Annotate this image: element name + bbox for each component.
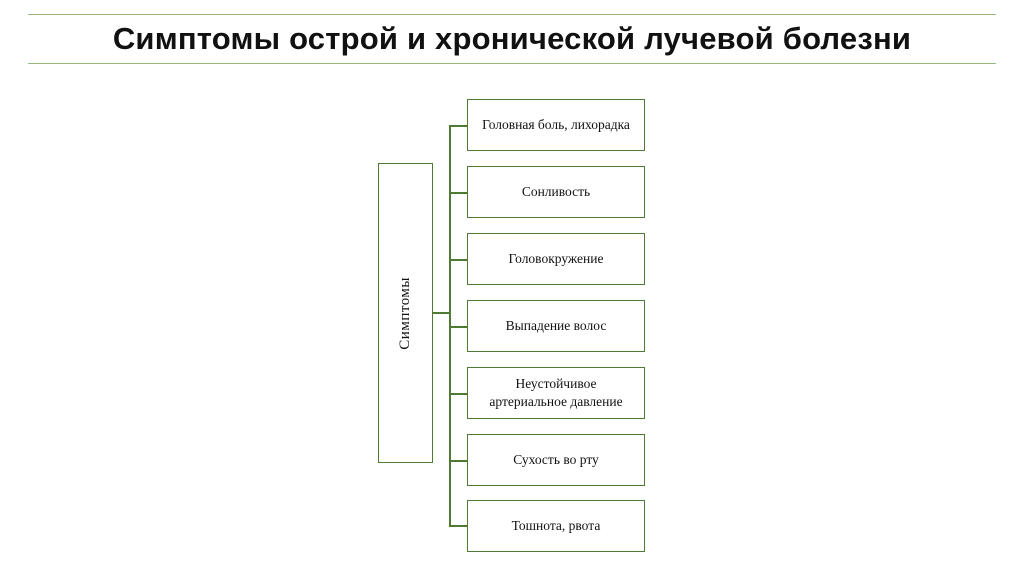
connector-leaf-3 <box>449 259 467 261</box>
diagram-leaf-label: Тошнота, рвота <box>511 517 601 533</box>
slide-title-band <box>28 14 996 64</box>
connector-leaf-7 <box>449 525 467 527</box>
connector-leaf-2 <box>449 192 467 194</box>
diagram-leaf-node[interactable] <box>467 99 645 151</box>
diagram-leaf-label: Головокружение <box>508 250 604 266</box>
diagram-leaf-label: Сонливость <box>521 183 591 199</box>
connector-leaf-5 <box>449 393 467 395</box>
diagram-leaf-node[interactable] <box>467 166 645 218</box>
diagram-root-node[interactable] <box>378 163 433 463</box>
diagram-root-label: Симптомы <box>397 276 413 350</box>
diagram-leaf-node[interactable] <box>467 300 645 352</box>
diagram-leaf-label: Выпадение волос <box>505 317 607 333</box>
connector-leaf-4 <box>449 326 467 328</box>
diagram-leaf-node[interactable] <box>467 500 645 552</box>
page-title: Симптомы острой и хронической лучевой болезни <box>112 21 912 56</box>
diagram-leaf-label: Головная боль, лихорадка <box>482 116 630 132</box>
connector-leaf-1 <box>449 125 467 127</box>
diagram-leaf-node[interactable] <box>467 367 645 419</box>
symptoms-diagram <box>0 64 1024 574</box>
connector-trunk <box>449 125 451 525</box>
connector-leaf-6 <box>449 460 467 462</box>
diagram-leaf-label: Неустойчивое артериальное давление <box>489 375 623 409</box>
diagram-leaf-label: Сухость во рту <box>513 451 599 467</box>
diagram-leaf-node[interactable] <box>467 233 645 285</box>
diagram-leaf-node[interactable] <box>467 434 645 486</box>
